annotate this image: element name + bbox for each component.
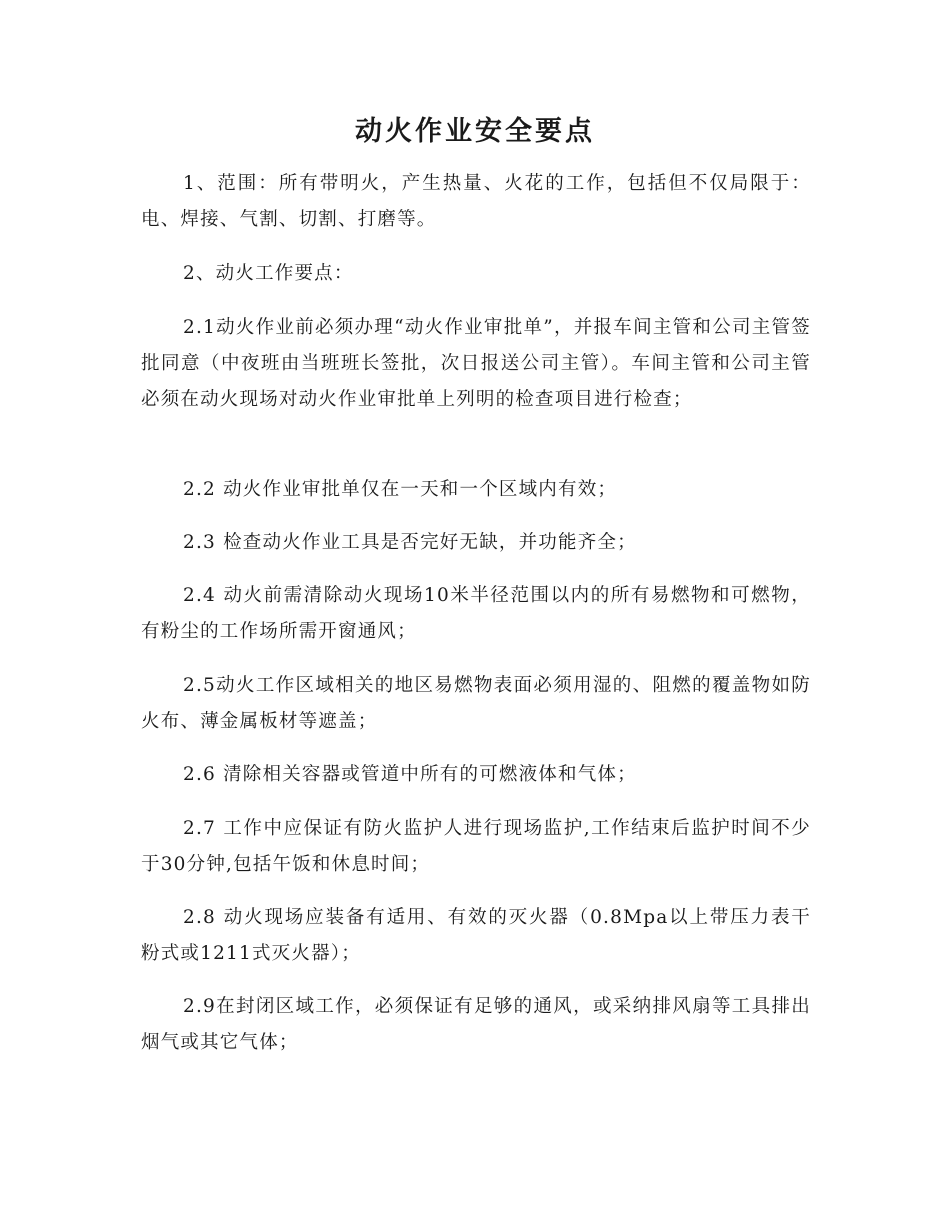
paragraph-2-8: 2.8 动火现场应装备有适用、有效的灭火器（0.8Mpa以上带压力表干粉式或1211式灭火器）；	[141, 907, 811, 964]
paragraph-2-1: 2.1动火作业前必须办理“动火作业审批单”，并报车间主管和公司主管签批同意（中夜班由当班班长签批，次日报送公司主管）。车间主管和公司主管必须在动火现场对动火作业审批单上列明的检查项目进行检查；	[141, 317, 811, 410]
paragraph-2-5: 2.5动火工作区域相关的地区易燃物表面必须用湿的、阻燃的覆盖物如防火布、薄金属板材等遮盖；	[141, 675, 811, 732]
document-title: 动火作业安全要点	[355, 116, 595, 147]
paragraph-2-4: 2.4 动火前需清除动火现场10米半径范围以内的所有易燃物和可燃物，有粉尘的工作场所需开窗通风；	[141, 585, 811, 642]
paragraph-key-points-heading: 2、动火工作要点：	[183, 263, 354, 284]
paragraph-scope: 1、范围：所有带明火，产生热量、火花的工作，包括但不仅局限于：电、焊接、气割、切割、打磨等。	[141, 173, 811, 230]
paragraph-2-3: 2.3 检查动火作业工具是否完好无缺，并功能齐全；	[183, 532, 637, 553]
paragraph-2-6: 2.6 清除相关容器或管道中所有的可燃液体和气体；	[183, 764, 637, 785]
paragraph-2-2: 2.2 动火作业审批单仅在一天和一个区域内有效；	[183, 479, 618, 500]
paragraph-2-7: 2.7 工作中应保证有防火监护人进行现场监护,工作结束后监护时间不少于30分钟,包括午饭和休息时间；	[141, 818, 811, 875]
paragraph-2-9: 2.9在封闭区域工作，必须保证有足够的通风，或采纳排风扇等工具排出烟气或其它气体；	[141, 996, 811, 1053]
